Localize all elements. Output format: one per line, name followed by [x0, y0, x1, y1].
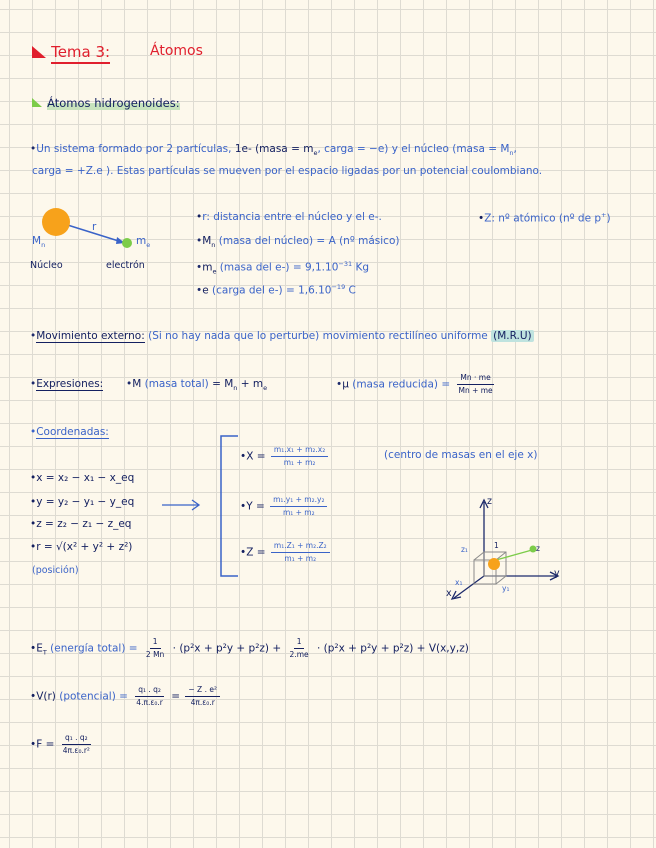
intro-text-c: , carga = −e) y el núcleo (masa = M — [317, 143, 510, 155]
intro-text-b: 1e- (masa = m — [234, 143, 314, 155]
center-mass-x: •X = $\frac{\text{m₁.x₁ + m₂.x₂}}{\text{m₁ + m₂}}$ — [240, 444, 330, 469]
nucleus-circle — [42, 208, 70, 236]
coord-x-rel: •x = x₂ − x₁ − x_eq — [30, 472, 135, 484]
movimiento-text: (Si no hay nada que lo perturbe) movimiento rectilíneo uniforme — [148, 330, 488, 342]
expresiones-label: •Expresiones: — [30, 378, 104, 390]
mn-label: $M_n$ — [32, 235, 46, 250]
section-heading — [32, 92, 180, 111]
movimiento-label: Movimiento externo: — [36, 330, 145, 342]
axis-x-label: x — [446, 588, 452, 599]
intro-line-1: •Un sistema formado por 2 partículas, 1e- (masa = $m_e$, carga = −e) y el núcleo (masa = $M_n$, — [30, 143, 517, 158]
bracket-shape — [218, 434, 242, 578]
axis-y-label: y — [554, 568, 560, 579]
orange-point — [488, 558, 500, 570]
pt-x1-label: x₁ — [455, 578, 463, 587]
electron-label: electrón — [106, 260, 145, 271]
r-label: r — [92, 221, 97, 233]
atom-diagram — [28, 200, 178, 260]
pt-1-label: 1 — [494, 541, 499, 550]
title-block — [32, 42, 110, 61]
title-topic: Átomos — [150, 43, 203, 59]
me-label: $m_e$ — [136, 235, 151, 250]
intro-sub-n: n — [509, 149, 514, 158]
center-mass-y: •Y = $\frac{\text{m₁.y₁ + m₂.y₂}}{\text{m₁ + m₂}}$ — [240, 494, 329, 519]
posicion-note: (posición) — [32, 565, 79, 576]
pt-z1-label: z₁ — [461, 545, 468, 554]
intro-text-d: , — [513, 143, 517, 155]
green-triangle-icon — [32, 98, 42, 107]
pt-z-label: z — [536, 544, 540, 553]
coord-y-rel: •y = y₂ − y₁ − y_eq — [30, 496, 135, 508]
movimiento-line: •Movimiento externo: (Si no hay nada que lo perturbe) movimiento rectilíneo uniforme (M.R.U) — [30, 330, 532, 342]
nucleo-label: Núcleo — [30, 260, 63, 271]
red-triangle-icon — [32, 46, 46, 58]
title-tema: Tema 3: — [51, 43, 110, 64]
pt-y1-label: y₁ — [502, 584, 510, 593]
def-e: •e (carga del $e-) = 1,6.10^{-19}$ C — [196, 283, 356, 297]
coord-r-rel: •r = √(x² + y² + z²) — [30, 541, 133, 553]
def-mn: $•M_n$ (masa del núcleo) = A (nº másico) — [196, 235, 400, 250]
intro-text-a: Un sistema formado por 2 partículas, — [36, 143, 232, 155]
intro-line-2: carga = +Z.e ). Estas partículas se mueven por el espacio ligadas por un potencial coulombiano. — [32, 165, 543, 177]
masa-total-expr: •M (masa total) = $M_n + m_e$ — [126, 378, 268, 393]
mru-badge: (M.R.U) — [493, 330, 532, 342]
energia-total-expr: $•E_T$ (energía total) = $\frac{1}{2 Mn}$ · (p²x + p²y + p²z) + $\frac{1}{2.me}$ · (p²x + p²y + p²z) + V(x,y,z) — [30, 637, 469, 659]
masa-reducida-expr: •μ (masa reducida) = $\frac{Mn \cdot me}{Mn + me}$ — [336, 373, 493, 395]
center-mass-z: •Z = $\frac{\text{m₁.Z₁ + m₂.Z₂}}{\text{m₁ + m₂}}$ — [240, 540, 332, 565]
def-r: •r: distancia entre el núcleo y el e-. — [196, 211, 382, 223]
right-arrow-icon — [160, 498, 204, 512]
coord-z-rel: •z = z₂ − z₁ − z_eq — [30, 518, 132, 530]
fuerza-expr: •F = $\frac{\text{q₁ . q₂}}{\text{4π.ε₀.r²}}$ — [30, 733, 90, 755]
coordenadas-label: •Coordenadas: — [30, 426, 109, 438]
def-z: •Z: nº atómico (nº de p+) — [478, 211, 611, 225]
intro-sub-e: e — [313, 149, 318, 158]
axis-z-label: z — [487, 496, 492, 507]
def-me: $•m_e$ (masa del $e-) = 9,1.10^{-31}$ Kg — [196, 260, 370, 276]
electron-circle — [122, 238, 132, 248]
potencial-expr: •V(r) (potencial) = $\frac{\text{q₁ . q₂}}{\text{4.π.ε₀.r}}$ = $\frac{\text{− Z . e²}}{\text{4π.ε₀.r}}$ — [30, 684, 222, 709]
center-mass-note: (centro de masas en el eje x) — [384, 449, 538, 461]
section-heading-text: Átomos hidrogenoides: — [47, 96, 180, 110]
